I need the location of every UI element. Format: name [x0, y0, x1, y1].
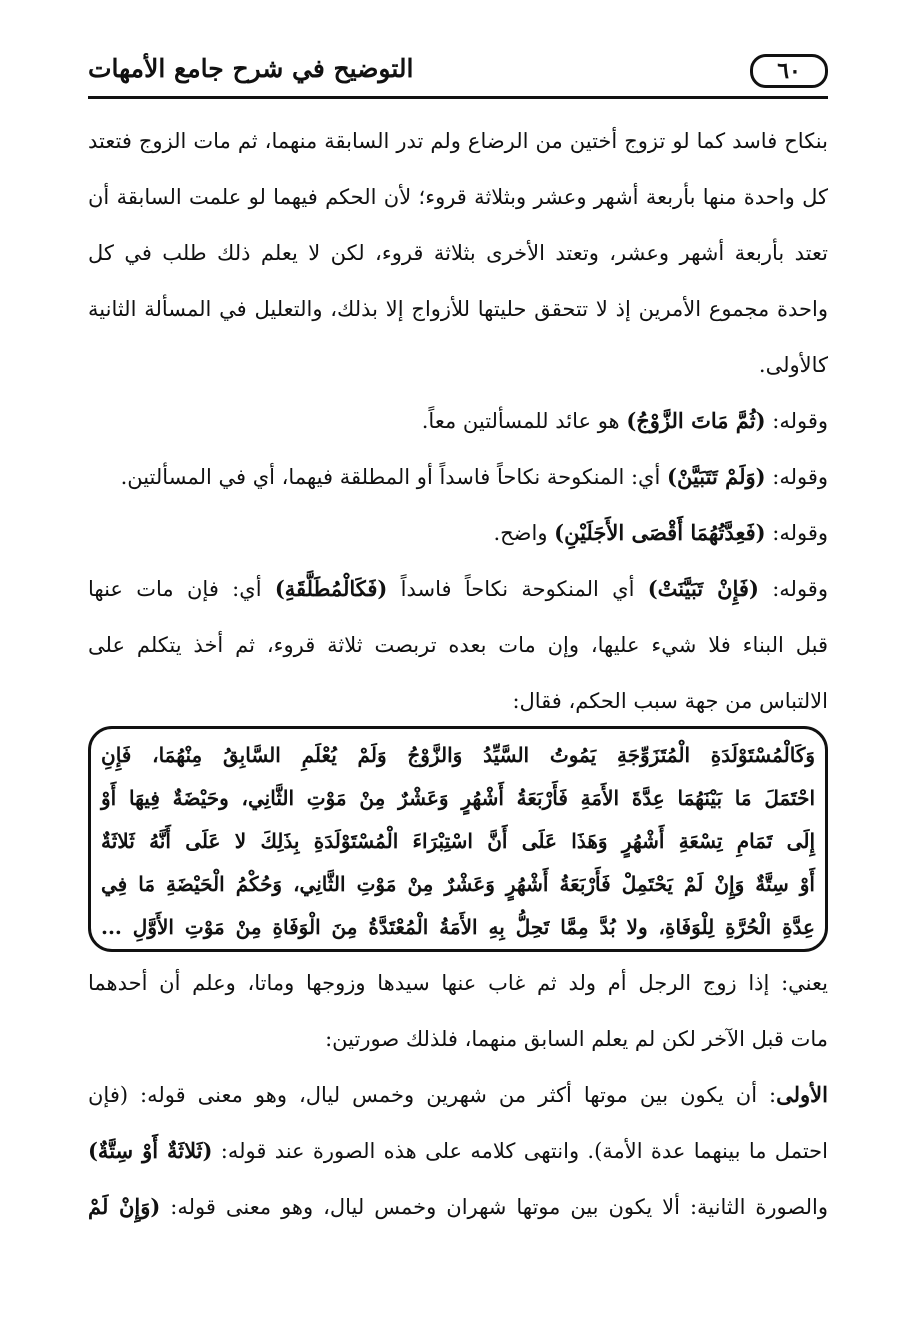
text-line — [88, 1080, 828, 1110]
matn-line: وَكَالْمُسْتَوْلَدَةِ الْمُتَزَوِّجَةِ يَمُوتُ السَّيِّدُ وَالزَّوْجُ وَلَمْ يُعْلَمِ السَّابِقُ مِنْهُمَا، فَإِنِ — [101, 743, 815, 767]
book-page — [88, 40, 828, 1248]
quoted-matn: (فَكَالْمُطَلَّقَةِ) — [274, 576, 388, 601]
running-title: التوضيح في شرح جامع الأمهات — [88, 54, 414, 83]
text-line: الالتباس من جهة سبب الحكم، فقال: — [512, 689, 828, 713]
quoted-matn: (ثَلاثَةٌ أَوْ سِتَّةٌ) — [88, 1138, 213, 1163]
paragraph-1 — [88, 126, 828, 380]
quote-line — [88, 518, 828, 548]
matn-line: إِلَى تَمَامِ تِسْعَةِ أَشْهُرٍ وَهَذَا عَلَى أَنَّ اسْتِبْرَاءَ الْمُسْتَوْلَدَةِ بِذَلِكَ لا عَلَى أَنَّهُ ثَلاثَةٌ — [101, 829, 816, 853]
text-line: قبل البناء فلا شيء عليها، وإن مات بعده تربصت ثلاثة قروء، ثم أخذ يتكلم على — [88, 633, 828, 657]
text-pre: والصورة الثانية: ألا يكون بين موتها شهران وخمس ليال، وهو معنى قوله: — [160, 1195, 828, 1219]
page-number-box — [750, 54, 828, 88]
quote-pre: وقوله: — [765, 521, 828, 545]
text-line — [88, 1136, 828, 1166]
quoted-matn: (وَإِنْ لَمْ — [88, 1194, 161, 1219]
commentary — [88, 968, 828, 1222]
quote-pre: وقوله: — [765, 465, 828, 489]
matn-line: احْتَمَلَ مَا بَيْنَهُمَا عِدَّةَ الأَمَةِ فَأَرْبَعَةُ أَشْهُرٍ وَعَشْرٌ مِنْ مَوْتِ الثَّانِي، وحَيْضَةٌ فِيهَا أَوْ — [101, 786, 815, 810]
matn-box — [88, 726, 828, 952]
text-line — [88, 1192, 828, 1222]
text-pre: احتمل ما بينهما عدة الأمة). وانتهى كلامه على هذه الصورة عند قوله: — [212, 1139, 828, 1163]
quote-line — [88, 406, 828, 436]
header-rule — [88, 96, 828, 99]
quoted-matn: (ثُمَّ مَاتَ الزَّوْجُ) — [626, 408, 766, 433]
quoted-matn: (وَلَمْ تَتَبَيَّنْ) — [667, 464, 766, 489]
text-line: كالأولى. — [758, 353, 828, 377]
first-case-text: : أن يكون بين موتها أكثر من شهرين وخمس ليال، وهو معنى قوله: (فإن — [88, 1083, 777, 1107]
quote-post: هو عائد للمسألتين معاً. — [421, 409, 627, 433]
quote-pre: وقوله: — [758, 577, 828, 601]
quote-line — [88, 574, 828, 604]
quote-paragraphs — [88, 406, 828, 716]
matn-line: عِدَّةِ الْحُرَّةِ لِلْوَفَاةِ، ولا بُدَّ مِمَّا تَحِلُّ بِهِ الأَمَةُ الْمُعْتَدَّةُ مِنَ الْوَفَاةِ مِنْ مَوْتِ الأَوَّلِ ... — [101, 915, 815, 939]
quote-pre: وقوله: — [765, 409, 828, 433]
first-case-label: الأولى — [776, 1082, 828, 1107]
quoted-matn: (فَعِدَّتُهُمَا أَقْصَى الأَجَلَيْنِ) — [554, 520, 766, 545]
quote-post: أي: فإن مات عنها — [88, 577, 275, 601]
quoted-matn: (فَإِنْ تَبَيَّنَتْ) — [647, 576, 759, 601]
quote-mid: أي المنكوحة نكاحاً فاسداً — [387, 577, 648, 601]
text-line: كل واحدة منها بأربعة أشهر وعشر وبثلاثة قروء؛ لأن الحكم فيهما لو علمت السابقة أن — [88, 185, 828, 209]
quote-post: أي: المنكوحة نكاحاً فاسداً أو المطلقة فيهما، أي في المسألتين. — [120, 465, 668, 489]
page-number: ٦٠ — [777, 58, 801, 84]
text-line: يعني: إذا زوج الرجل أم ولد ثم غاب عنها سيدها وزوجها وماتا، وعلم أن أحدهما — [88, 971, 828, 995]
text-line: بنكاح فاسد كما لو تزوج أختين من الرضاع ولم تدر السابقة منهما، ثم مات الزوج فتعتد — [88, 129, 828, 153]
page-header — [88, 40, 828, 102]
text-line: واحدة مجموع الأمرين إذ لا تتحقق حليتها للأزواج إلا بذلك، والتعليل في المسألة الثانية — [88, 297, 828, 321]
text-line: مات قبل الآخر لكن لم يعلم السابق منهما، فلذلك صورتين: — [325, 1027, 828, 1051]
quote-line — [88, 462, 828, 492]
matn-line: أَوْ سِتَّةٌ وَإِنْ لَمْ يَحْتَمِلْ فَأَرْبَعَةُ أَشْهُرٍ وَعَشْرٌ مِنْ مَوْتِ الثَّانِي، وَحُكْمُ الْحَيْضَةِ مَا فِي — [101, 872, 815, 896]
quote-post: واضح. — [493, 521, 555, 545]
text-line: تعتد بأربعة أشهر وعشر، وتعتد الأخرى بثلاثة قروء، لكن لا يعلم ذلك طلب في كل — [88, 241, 828, 265]
